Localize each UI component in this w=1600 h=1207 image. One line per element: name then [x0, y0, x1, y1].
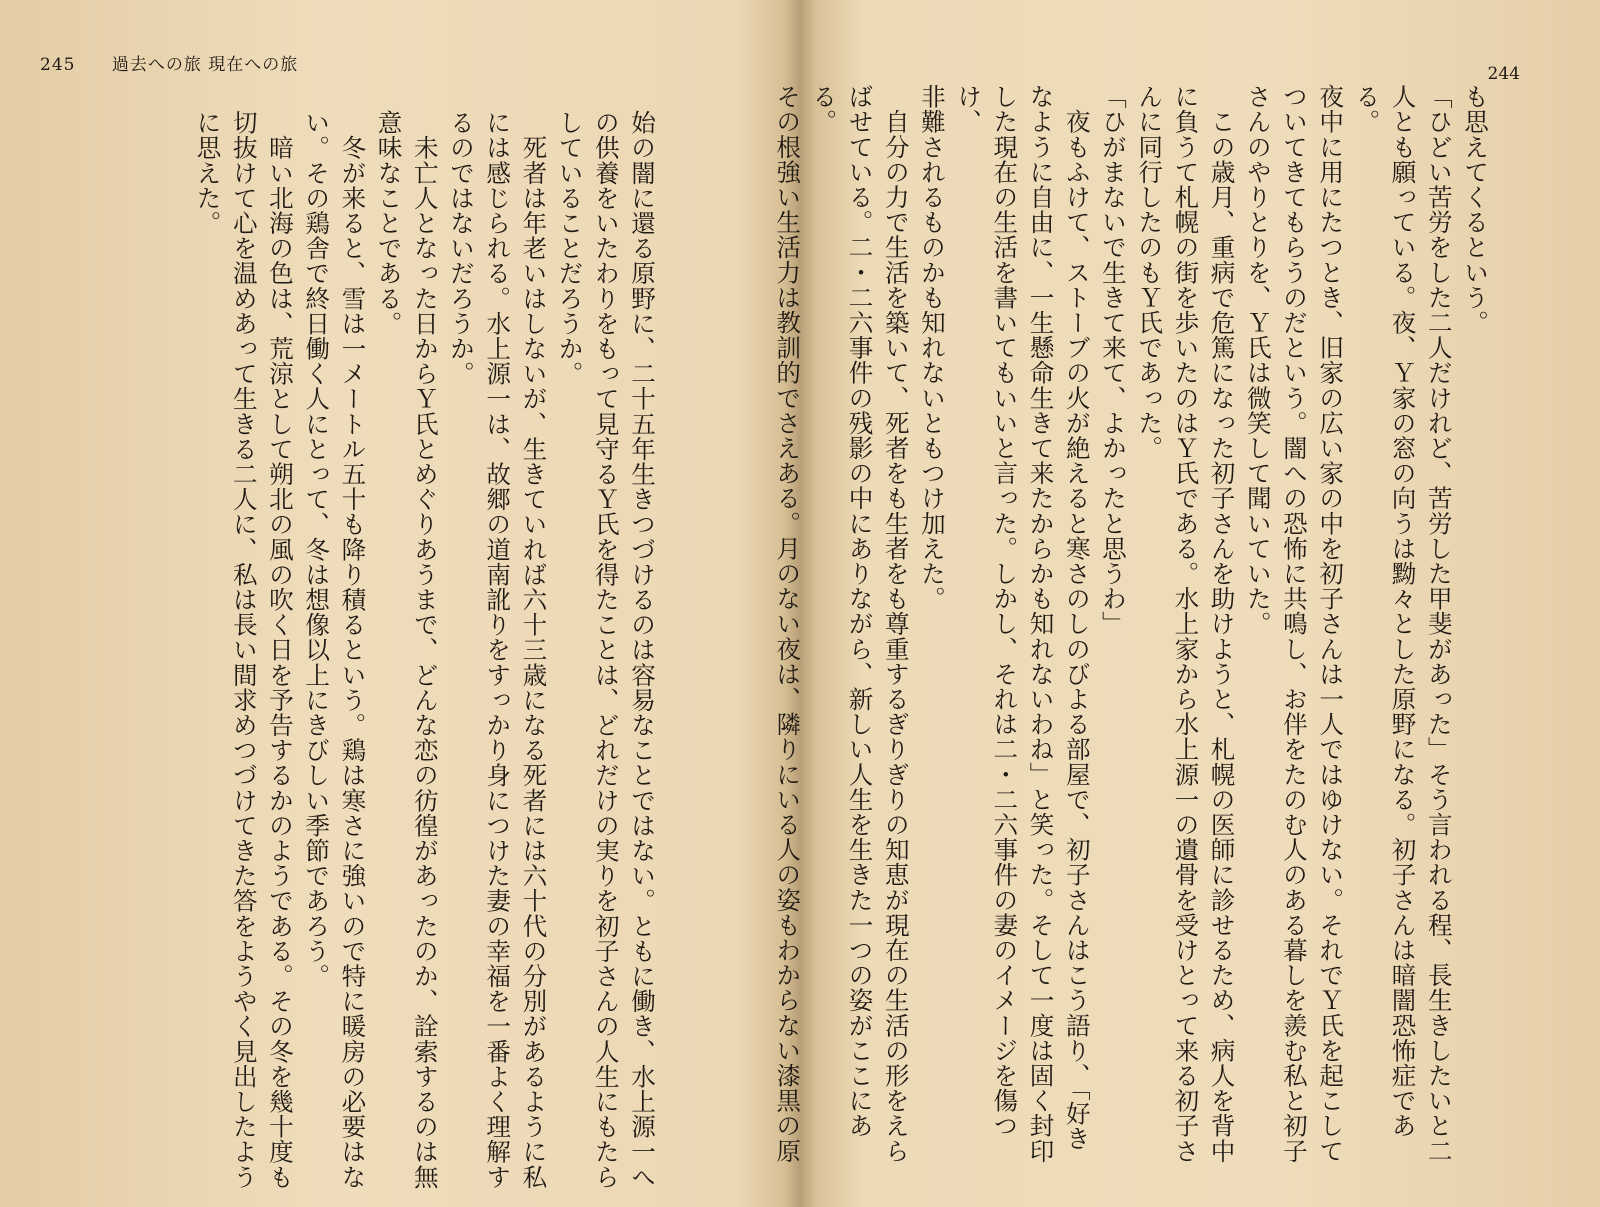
- left-page-body-text: 始の闇に還る原野に、二十五年生きつづけるのは容易なことではない。ともに働き、水上源一へ の供養をいたわりをもって見守るＹ氏を得たことは、どれだけの実りを初子さんの人生にもたら していることだろうか。 死者は年老いはしないが、生きていれば六十三歳になる死者には六十代の分別があるように私 には感じられる。水上源一は、故郷の道南訛りをすっかり身につけた妻の幸福を一番よく理解す るのではないだろうか。 未亡人となった日からＹ氏とめぐりあうまで、どんな恋の彷徨があったのか、詮索するのは無 意味なことである。 冬が来ると、雪は一メートル五十も降り積るという。鶏は寒さに強いので特に暖房の必要はな い。その鶏舎で終日働く人にとって、冬は想像以上にきびしい季節であろう。 暗い北海の色は、荒涼として朔北の風の吹く日を予告するかのようである。その冬を幾十度も 切抜けて心を温めあって生きる二人に、私は長い間求めつづけてきた答をようやく見出したよう に思えた。: [193, 110, 657, 1190]
- page-number-right: 244: [1487, 64, 1520, 84]
- page-number-left: 245: [40, 55, 76, 75]
- running-title: 過去への旅 現在への旅: [111, 55, 299, 75]
- running-head: [40, 50, 298, 75]
- right-page-body-text: も思えてくるという。 「ひどい苦労をした二人だけれど、苦労した甲斐があった」そう言われる程、長生きしたいと二 人とも願っている。夜、Ｙ家の窓の向うは黝々とした原野になる。初子さんは暗闇恐怖症である。 夜中に用にたつとき、旧家の広い家の中を初子さんは一人ではゆけない。それでＹ氏を起こして ついてきてもらうのだという。闇への恐怖に共鳴し、お伴をたのむ人のある暮しを羨む私と初子 さんのやりとりを、Ｙ氏は微笑して聞いていた。 この歳月、重病で危篤になった初子さんを助けようと、札幌の医師に診せるため、病人を背中 に負うて札幌の街を歩いたのはＹ氏である。水上家から水上源一の遺骨を受けとって来る初子さ んに同行したのもＹ氏であった。 「ひがまないで生きて来て、よかったと思うわ」 夜もふけて、ストーブの火が絶えると寒さのしのびよる部屋で、初子さんはこう語り、「好き なように自由に、一生懸命生きて来たからかも知れないわね」と笑った。そして一度は固く封印 した現在の生活を書いてもいいと言った。しかし、それは二・二六事件の妻のイメージを傷つけ、 非難されるものかも知れないともつけ加えた。 自分の力で生活を築いて、死者をも生者をも尊重するぎりぎりの知恵が現在の生活の形をえら ばせている。二・二六事件の残影の中にありながら、新しい人生を生きた一つの姿がここにある。 その根強い生活力は教訓的でさえある。月のない夜は、隣りにいる人の姿もわからない漆黒の原: [773, 84, 1490, 1164]
- left-page: [0, 0, 790, 1207]
- right-page: [773, 0, 1600, 1207]
